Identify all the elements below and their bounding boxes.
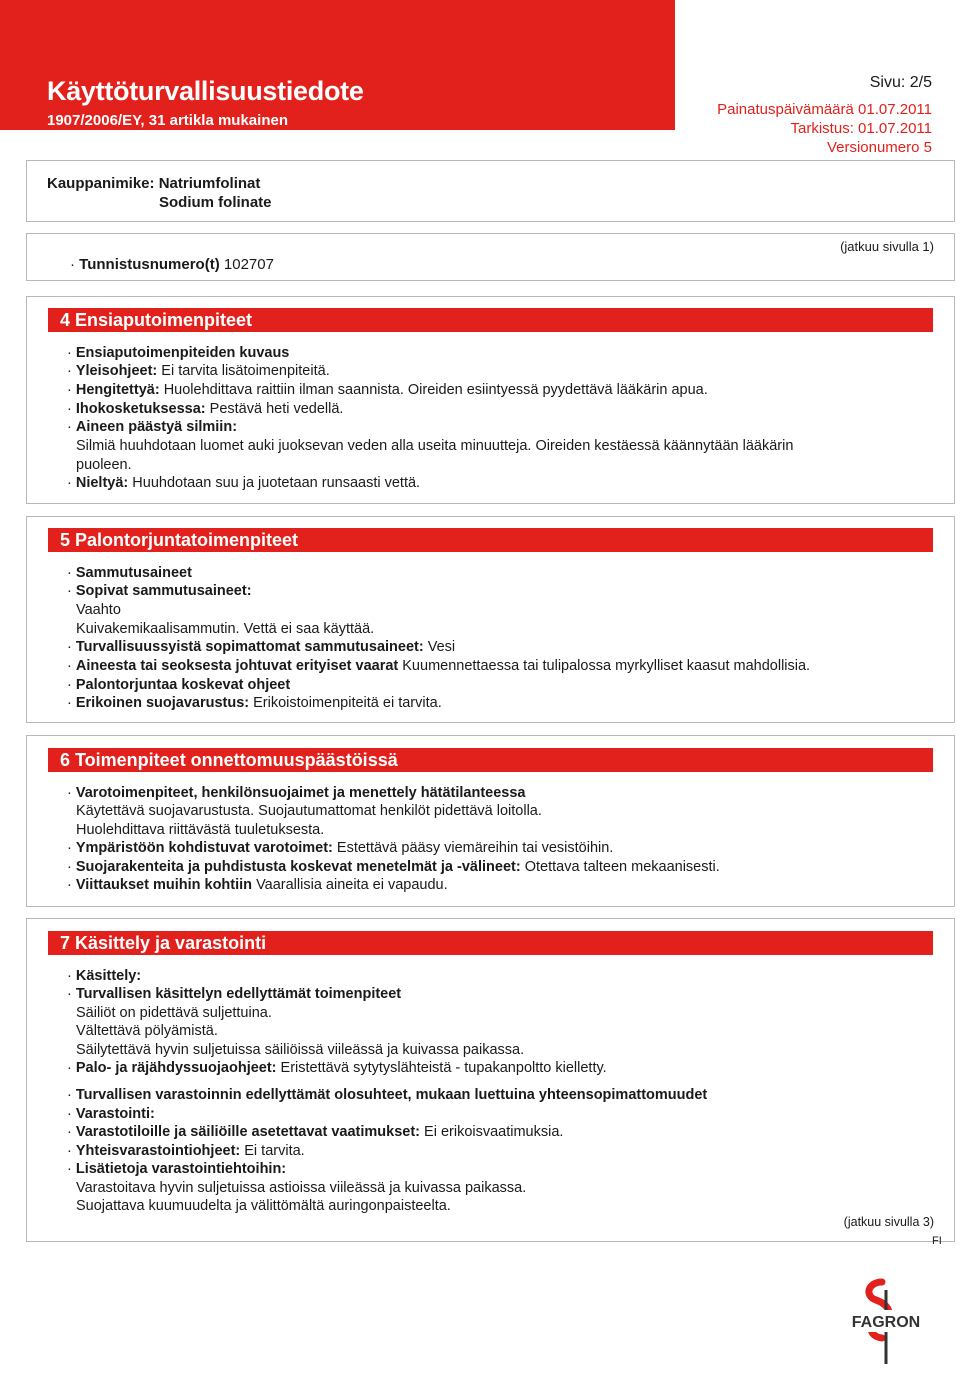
text-line: Vältettävä pölyämistä.: [76, 1023, 218, 1039]
line: · Aineen päästyä silmiin:: [67, 419, 238, 435]
identification-box: [26, 233, 955, 281]
heading: Sammutusaineet: [75, 565, 192, 581]
revision-date: Tarkistus: 01.07.2011: [790, 120, 932, 137]
heading: Varotoimenpiteet, henkilönsuojaimet ja menettely hätätilanteessa: [75, 785, 526, 801]
text: Vaarallisia aineita ei vapaudu.: [256, 877, 448, 893]
product-name: Natriumfolinat: [158, 175, 261, 192]
section-4: [26, 296, 955, 504]
text: Ei tarvita.: [244, 1143, 305, 1159]
label: Yhteisvarastointiohjeet:: [75, 1143, 241, 1159]
line: · Ympäristöön kohdistuvat varotoimet: Estettävä pääsy viemäreihin tai vesistöihin.: [67, 840, 614, 856]
heading: Ensiaputoimenpiteiden kuvaus: [75, 345, 290, 361]
label: Nieltyä:: [75, 475, 129, 491]
heading: Varastointi:: [75, 1106, 155, 1122]
text-line: Säiliöt on pidettävä suljettuina.: [76, 1005, 272, 1021]
line: · Turvallisen käsittelyn edellyttämät toimenpiteet: [67, 986, 402, 1002]
section-5: [26, 516, 955, 723]
product-label-line: [47, 175, 260, 192]
label: Hengitettyä:: [75, 382, 160, 398]
text: Kuumennettaessa tai tulipalossa myrkylliset kaasut mahdollisia.: [402, 658, 811, 674]
text: Ei tarvita lisätoimenpiteitä.: [161, 363, 330, 379]
label: Erikoinen suojavarustus:: [75, 695, 250, 711]
continued-from: (jatkuu sivulla 1): [840, 239, 934, 254]
line: · Yleisohjeet: Ei tarvita lisätoimenpiteitä.: [67, 363, 330, 379]
line: · Lisätietoja varastointiehtoihin:: [67, 1161, 287, 1177]
identification-label: Tunnistusnumero(t): [79, 256, 220, 273]
document-subtitle: 1907/2006/EY, 31 artikla mukainen: [47, 112, 288, 129]
text: Huolehdittava raittiin ilman saannista. Oireiden esiintyessä pyydettävä lääkärin apua.: [163, 382, 708, 398]
line: · Turvallisen varastoinnin edellyttämät olosuhteet, mukaan luettuina yhteensopimattomuudet: [67, 1087, 708, 1103]
heading: Palontorjuntaa koskevat ohjeet: [75, 677, 291, 693]
heading: Käsittely:: [75, 968, 142, 984]
line: · Aineesta tai seoksesta johtuvat erityiset vaarat Kuumennettaessa tai tulipalossa myrkylliset kaasut mahdollisia.: [67, 658, 811, 674]
text-line: puoleen.: [76, 457, 132, 473]
text-line: Varastoitava hyvin suljetuissa astioissa viileässä ja kuivassa paikassa.: [76, 1180, 527, 1196]
line: · Yhteisvarastointiohjeet: Ei tarvita.: [67, 1143, 305, 1159]
line: · Nieltyä: Huuhdotaan suu ja juotetaan runsaasti vettä.: [67, 475, 421, 491]
line: · Turvallisuussyistä sopimattomat sammutusaineet: Vesi: [67, 639, 456, 655]
text-line: Silmiä huuhdotaan luomet auki juoksevan veden alla useita minuutteja. Oireiden kestäessä käännytään lääkärin: [76, 438, 794, 454]
label: Yleisohjeet:: [75, 363, 158, 379]
text: Eristettävä sytytyslähteistä - tupakanpoltto kielletty.: [280, 1060, 607, 1076]
product-box: [26, 160, 955, 222]
line: · Palontorjuntaa koskevat ohjeet: [67, 677, 291, 693]
label: Ympäristöön kohdistuvat varotoimet:: [75, 840, 333, 856]
line: · Ihokosketuksessa: Pestävä heti vedellä.: [67, 401, 344, 417]
label: Viittaukset muihin kohtiin: [75, 877, 253, 893]
logo-wordmark: FAGRON: [851, 1314, 921, 1331]
line: · Ensiaputoimenpiteiden kuvaus: [67, 345, 290, 361]
text: Ei erikoisvaatimuksia.: [424, 1124, 564, 1140]
section-6-title: 6 Toimenpiteet onnettomuuspäästöissä: [48, 748, 933, 772]
version-number: Versionumero 5: [826, 139, 932, 156]
section-7-title: 7 Käsittely ja varastointi: [48, 931, 933, 955]
line: · Palo- ja räjähdyssuojaohjeet: Eristettävä sytytyslähteistä - tupakanpoltto kielletty.: [67, 1060, 607, 1076]
text: Estettävä pääsy viemäreihin tai vesistöihin.: [336, 840, 614, 856]
fagron-serpent-icon: [842, 1278, 930, 1368]
section-5-title: 5 Palontorjuntatoimenpiteet: [48, 528, 933, 552]
line: · Varastointi:: [67, 1106, 155, 1122]
continued-to: (jatkuu sivulla 3): [843, 1215, 934, 1229]
label: Turvallisuussyistä sopimattomat sammutusaineet:: [75, 639, 424, 655]
label: Varastotiloille ja säiliöille asetettavat vaatimukset:: [75, 1124, 420, 1140]
identification-value: 102707: [223, 256, 274, 273]
label: Palo- ja räjähdyssuojaohjeet:: [75, 1060, 277, 1076]
label: Aineesta tai seoksesta johtuvat erityiset vaarat: [75, 658, 399, 674]
text: Pestävä heti vedellä.: [209, 401, 344, 417]
text-line: Säilytettävä hyvin suljetuissa säiliöissä viileässä ja kuivassa paikassa.: [76, 1042, 525, 1058]
document-title: Käyttöturvallisuustiedote: [47, 76, 364, 106]
fagron-logo: [842, 1278, 930, 1368]
text-line: Vaahto: [76, 602, 121, 618]
line: · Sammutusaineet: [67, 565, 192, 581]
header-banner: [0, 0, 675, 130]
text: Otettava talteen mekaanisesti.: [524, 859, 720, 875]
label: Aineen päästyä silmiin:: [75, 419, 238, 435]
product-label: Kauppanimike:: [47, 175, 155, 192]
heading: Lisätietoja varastointiehtoihin:: [75, 1161, 287, 1177]
text-line: Huolehdittava riittävästä tuuletuksesta.: [76, 822, 325, 838]
line: · Varastotiloille ja säiliöille asetettavat vaatimukset: Ei erikoisvaatimuksia.: [67, 1124, 564, 1140]
text-line: Kuivakemikaalisammutin. Vettä ei saa käyttää.: [76, 621, 375, 637]
line: · Erikoinen suojavarustus: Erikoistoimenpiteitä ei tarvita.: [67, 695, 442, 711]
print-date: Painatuspäivämäärä 01.07.2011: [717, 101, 932, 118]
line: · Sopivat sammutusaineet:: [67, 583, 252, 599]
language-code: FI: [932, 1235, 942, 1247]
text-line: Käytettävä suojavarustusta. Suojautumattomat henkilöt pidettävä loitolla.: [76, 803, 542, 819]
section-4-title: 4 Ensiaputoimenpiteet: [48, 308, 933, 332]
label: Suojarakenteita ja puhdistusta koskevat menetelmät ja -välineet:: [75, 859, 521, 875]
identification-line: · Tunnistusnumero(t) 102707: [70, 256, 274, 273]
heading: Turvallisen käsittelyn edellyttämät toimenpiteet: [75, 986, 402, 1002]
heading: Sopivat sammutusaineet:: [75, 583, 252, 599]
section-6: [26, 735, 955, 907]
label: Ihokosketuksessa:: [75, 401, 206, 417]
line: · Viittaukset muihin kohtiin Vaarallisia aineita ei vapaudu.: [67, 877, 448, 893]
text: Huuhdotaan suu ja juotetaan runsaasti vettä.: [132, 475, 421, 491]
line: · Suojarakenteita ja puhdistusta koskevat menetelmät ja -välineet: Otettava talteen mekaanisesti.: [67, 859, 720, 875]
line: · Hengitettyä: Huolehdittava raittiin ilman saannista. Oireiden esiintyessä pyydettävä lääkärin apua.: [67, 382, 708, 398]
heading: Turvallisen varastoinnin edellyttämät olosuhteet, mukaan luettuina yhteensopimattomuudet: [75, 1087, 708, 1103]
text: Vesi: [427, 639, 456, 655]
page-number: Sivu: 2/5: [869, 74, 932, 91]
text-line: Suojattava kuumuudelta ja välittömältä auringonpaisteelta.: [76, 1198, 451, 1214]
product-name-alt: Sodium folinate: [159, 194, 272, 211]
line: · Varotoimenpiteet, henkilönsuojaimet ja menettely hätätilanteessa: [67, 785, 526, 801]
text: Erikoistoimenpiteitä ei tarvita.: [253, 695, 442, 711]
line: · Käsittely:: [67, 968, 142, 984]
section-7: [26, 918, 955, 1242]
